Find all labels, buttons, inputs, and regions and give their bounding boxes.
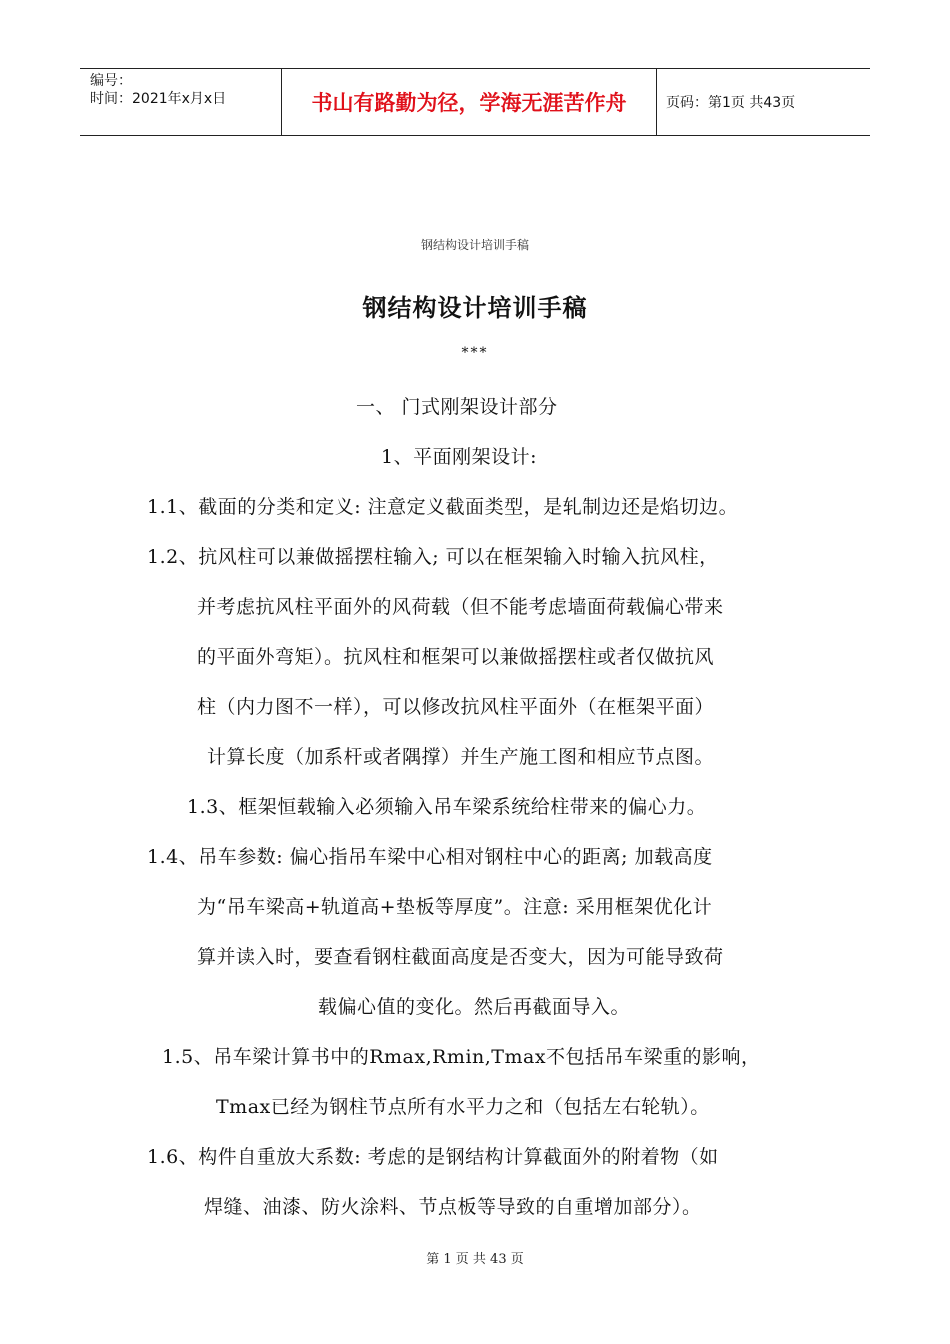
paragraph-line: 1.3、框架恒载输入必须输入吊车梁系统给柱带来的偏心力。 xyxy=(187,796,707,818)
paragraph-line: 1.6、构件自重放大系数: 考虑的是钢结构计算截面外的附着物（如 xyxy=(147,1146,719,1168)
paragraph-line: 并考虑抗风柱平面外的风荷载（但不能考虑墙面荷载偏心带来 xyxy=(197,596,724,618)
paragraph-line: 为“吊车梁高+轨道高+垫板等厚度”。注意: 采用框架优化计 xyxy=(197,896,713,918)
header-meta-cell xyxy=(80,69,282,135)
paragraph-line: Tmax已经为钢柱节点所有水平力之和（包括左右轮轨）。 xyxy=(216,1096,710,1118)
document-title: 钢结构设计培训手稿 xyxy=(362,293,588,322)
header-motto: 书山有路勤为径，学海无涯苦作舟 xyxy=(282,69,657,135)
paragraph-line: 焊缝、油漆、防火涂料、节点板等导致的自重增加部分）。 xyxy=(204,1196,702,1218)
title-separator: *** xyxy=(461,345,489,361)
number-label: 编号： xyxy=(90,73,132,89)
paragraph-line: 计算长度（加系杆或者隅撑）并生产施工图和相应节点图。 xyxy=(207,746,715,768)
subsection-heading: 1、平面刚架设计: xyxy=(381,446,537,468)
page-footer: 第 1 页 共 43 页 xyxy=(426,1252,524,1267)
paragraph-line: 柱（内力图不一样），可以修改抗风柱平面外（在框架平面） xyxy=(197,696,715,718)
time-label: 时间：2021年x月x日 xyxy=(90,91,227,107)
paragraph-line: 载偏心值的变化。然后再截面导入。 xyxy=(318,996,631,1018)
paragraph-line: 的平面外弯矩）。抗风柱和框架可以兼做摇摆柱或者仅做抗风 xyxy=(197,646,715,668)
page-header-table xyxy=(80,68,870,136)
header-page-info: 页码：第1页 共43页 xyxy=(666,95,796,111)
running-head: 钢结构设计培训手稿 xyxy=(420,238,529,252)
paragraph-line: 1.5、吊车梁计算书中的Rmax,Rmin,Tmax不包括吊车梁重的影响， xyxy=(162,1046,761,1068)
paragraph-line: 1.1、截面的分类和定义: 注意定义截面类型，是轧制边还是焰切边。 xyxy=(147,496,739,518)
paragraph-line: 1.2、抗风柱可以兼做摇摆柱输入; 可以在框架输入时输入抗风柱， xyxy=(147,546,719,568)
section-heading: 一、 门式刚架设计部分 xyxy=(356,396,558,418)
paragraph-line: 算并读入时，要查看钢柱截面高度是否变大，因为可能导致荷 xyxy=(197,946,724,968)
paragraph-line: 1.4、吊车参数: 偏心指吊车梁中心相对钢柱中心的距离; 加载高度 xyxy=(147,846,713,868)
